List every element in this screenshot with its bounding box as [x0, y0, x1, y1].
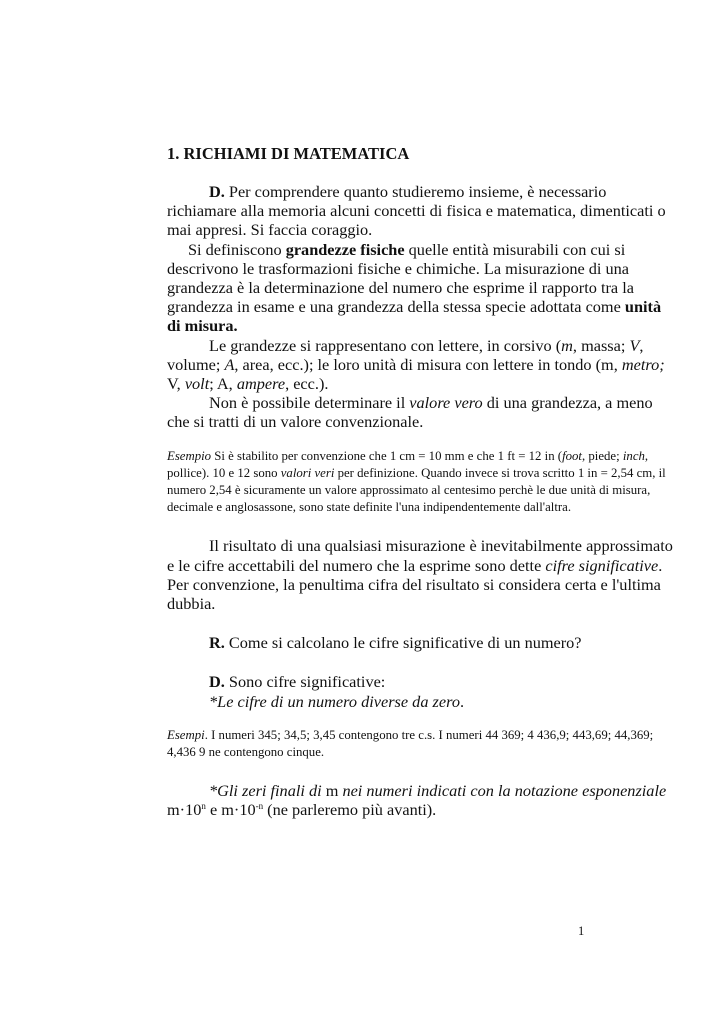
italic-term: valore vero [409, 393, 483, 413]
true-value-paragraph [167, 393, 673, 431]
italic-term: valori veri [280, 465, 335, 480]
exponent: n [201, 801, 206, 812]
trailing-zeros-paragraph [167, 781, 673, 819]
text-run: quelle entità misurabili con cui si descrivono le trasformazioni fisiche e chimiche. La misurazione di una grandezza è la determinazione del numero che esprime il rapporto tra la grandezza in esame e una grandezza della stessa specie adottata come [167, 239, 634, 317]
italic-term: A [224, 354, 235, 374]
dialogue-label: D. [209, 672, 225, 692]
text-run: . I numeri 345; 34,5; 3,45 contengono tre c.s. I numeri 44 369; 4 436,9; 443,69; 44,369; 4,436 9 ne contengono cinque. [167, 727, 654, 760]
answer-line [209, 672, 673, 691]
text-run: Non è possibile determinare il [209, 393, 410, 413]
document-page [167, 142, 673, 820]
text-run: per definizione. Quando invece si trova scritto 1 in = 2,54 cm, il numero 2,54 è sicuramente un valore approssimato al centesimo perchè le due unità di misura, decimale e anglosassone, sono state definite l'una indipendentemente dall'altra. [167, 465, 666, 515]
italic-term: inch [622, 448, 645, 463]
dialogue-label: D. [209, 182, 225, 201]
italic-term: metro; [621, 354, 665, 374]
intro-paragraph [167, 182, 673, 240]
text-run: . [459, 691, 465, 711]
notation-paragraph [167, 336, 673, 394]
text-run: . Per convenzione, la penultima cifra del risultato si considera certa e l'ultima dubbia. [167, 555, 663, 614]
examples-note [167, 727, 673, 761]
section-heading: 1. RICHIAMI DI MATEMATICA [167, 144, 410, 163]
text-run: di una grandezza, a meno che si tratti di un valore convenzionale. [167, 393, 653, 432]
italic-term: Esempi [167, 727, 205, 742]
page-number: 1 [578, 924, 585, 938]
text-run: (ne parleremo più avanti). [263, 800, 437, 820]
italic-term: foot [562, 448, 582, 463]
text-run: Il risultato di una qualsiasi misurazione è inevitabilmente approssimato e le cifre accettabili del numero che la esprime sono dette [167, 536, 673, 575]
text-run: m·10 [167, 800, 202, 820]
rule-item [209, 692, 673, 711]
italic-term: cifre significative [545, 555, 659, 575]
text-run: , pollice). 10 e 12 sono [167, 448, 649, 480]
text-run: ; A, [209, 374, 237, 394]
intro-text: Per comprendere quanto studieremo insieme, è necessario richiamare alla memoria alcuni concetti di fisica e matematica, dimenticati o mai appresi. Si faccia coraggio. [167, 182, 666, 240]
question-paragraph [167, 633, 673, 652]
text-run: Come si calcolano le cifre significative di un numero? [224, 633, 582, 653]
italic-term: m [561, 335, 573, 355]
text-run: e m·10 [205, 800, 256, 820]
text-run: , ecc.). [285, 374, 329, 394]
dialogue-label: R. [209, 633, 225, 653]
italic-term: nei numeri indicati con la notazione esponenziale [342, 781, 667, 801]
definition-paragraph [167, 240, 673, 336]
italic-term: *Gli zeri finali di [209, 781, 322, 801]
example-note [167, 448, 673, 517]
italic-term: Esempio [167, 448, 212, 463]
bold-term: grandezze fisiche [285, 239, 405, 259]
text-run: V, [167, 374, 185, 394]
italic-term: *Le cifre di un numero diverse da zero [209, 691, 460, 711]
text-run: Sono cifre significative: [224, 672, 386, 692]
text-run: Si definiscono [188, 239, 286, 259]
text-run: , area, ecc.); le loro unità di misura con lettere in tondo (m, [234, 354, 622, 374]
italic-term: V [629, 335, 640, 355]
text-run: , volume; [167, 335, 644, 374]
text-run: Si è stabilito per convenzione che 1 cm = 10 mm e che 1 ft = 12 in ( [211, 448, 563, 463]
italic-term: ampere [236, 374, 286, 394]
italic-term: volt [184, 374, 210, 394]
bold-term: unità di misura. [167, 297, 662, 336]
text-run: m [321, 781, 343, 801]
answer-block [167, 672, 673, 710]
text-run: , piede; [581, 448, 623, 463]
significant-figures-paragraph [167, 536, 673, 613]
exponent: -n [255, 801, 264, 812]
text-run: Le grandezze si rappresentano con lettere, in corsivo ( [209, 335, 562, 355]
text-run: , massa; [572, 335, 630, 355]
